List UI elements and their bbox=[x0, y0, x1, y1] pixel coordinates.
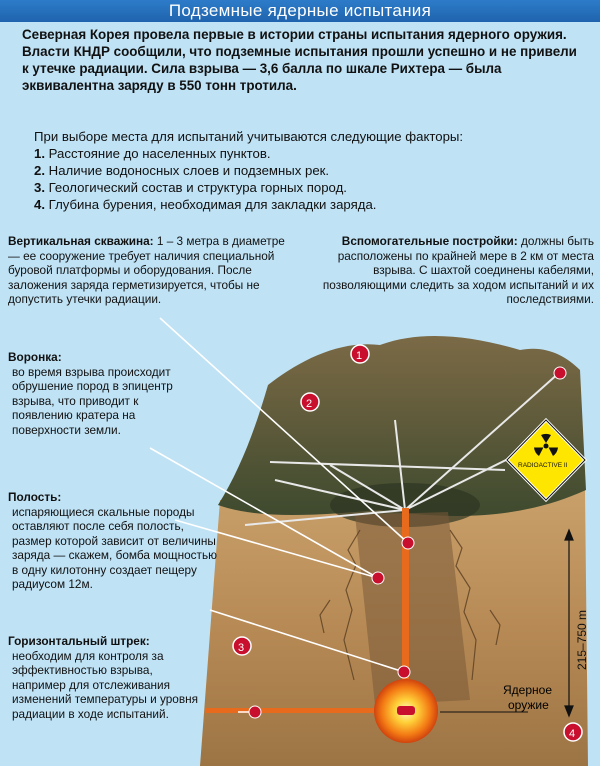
svg-text:4: 4 bbox=[569, 728, 576, 740]
numbered-marker-4 bbox=[564, 723, 582, 741]
intro-text: Северная Корея провела первые в истории страны испытания ядерного оружия. Власти КНДР сообщили, что подземные испытания прошли успешно и не привели к утечке радиации. Сила взрыва — 3,6 балла по шкале Рихтера — была эквивалентна заряду в 550 тонн тротила. bbox=[22, 27, 577, 93]
page-title: Подземные ядерные испытания bbox=[0, 0, 600, 22]
weapon-label: оружие bbox=[508, 698, 549, 712]
numbered-marker-3 bbox=[233, 637, 251, 655]
svg-text:RADIOACTIVE II: RADIOACTIVE II bbox=[518, 462, 568, 469]
horizontal-shaft bbox=[205, 708, 401, 713]
callout-horizontal-shaft: Горизонтальный штрек: необходим для контроля за эффективностью взрыва, например для отслеживания изменений температуры и уровня радиации в ходе испытаний. bbox=[8, 634, 199, 721]
factor-item: 2. Наличие водоносных слоев и подземных рек. bbox=[34, 163, 330, 178]
svg-text:1: 1 bbox=[356, 350, 363, 362]
callout-vertical-shaft: Вертикальная скважина: 1 – 3 метра в диаметре — ее сооружение требует наличия специальной буровой платформы и оборудования. После заложения заряда герметизируется, чтобы не допустить утечки радиации. bbox=[8, 234, 285, 306]
numbered-marker-2 bbox=[301, 393, 319, 411]
depth-label: 215–750 m bbox=[575, 609, 589, 670]
callout-auxiliary-buildings: Вспомогательные постройки: должны быть расположены по крайней мере в 2 км от места взрыва. С шахтой соединены кабелями, позволяющими следить за ходом испытаний и их последствиями. bbox=[322, 234, 594, 306]
factor-item: 3. Геологический состав и структура горных пород. bbox=[34, 180, 347, 195]
factors-heading: При выборе места для испытаний учитываются следующие факторы: bbox=[34, 129, 464, 144]
nuclear-charge bbox=[397, 706, 415, 715]
numbered-marker-1 bbox=[351, 345, 369, 363]
svg-text:3: 3 bbox=[238, 642, 245, 654]
callout-crater: Воронка: во время взрыва происходит обрушение пород в эпицентр взрыва, что приводит к появлению кратера на поверхности земли. bbox=[8, 350, 173, 437]
callout-cavity: Полость: испаряющиеся скальные породы оставляют после себя полость, размер которой зависит от величины заряда — скажем, бомба мощностью в одну килотонну создает пещеру радиусом 12м. bbox=[8, 490, 217, 591]
weapon-label: Ядерное bbox=[503, 683, 552, 697]
factor-item: 4. Глубина бурения, необходимая для закладки заряда. bbox=[34, 197, 377, 212]
factor-item: 1. Расстояние до населенных пунктов. bbox=[34, 146, 271, 161]
svg-text:2: 2 bbox=[306, 398, 313, 410]
